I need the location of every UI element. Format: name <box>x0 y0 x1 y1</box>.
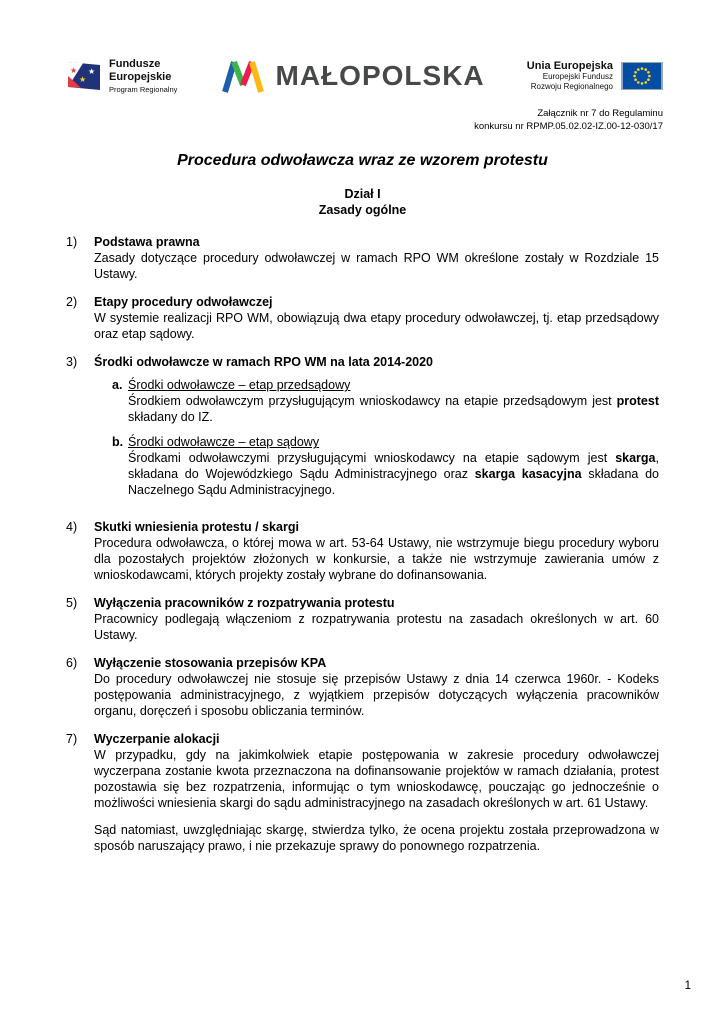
item-heading: Podstawa prawna <box>94 235 200 250</box>
text-segment: składana do Naczelnego Sądu Administracyjnego. <box>128 467 660 498</box>
list-item-7 <box>66 731 659 854</box>
item-number: 1) <box>66 235 78 250</box>
item-number: 4) <box>66 520 78 535</box>
item-number: 3) <box>66 355 78 370</box>
text-segment: Środkami odwoławczymi przysługującymi wnioskodawcy na etapie sądowym jest <box>128 451 616 466</box>
malopolska-m-icon <box>220 58 266 94</box>
text-segment: składany do IZ. <box>128 410 213 425</box>
item-heading: Etapy procedury odwoławczej <box>94 295 273 310</box>
svg-text:★: ★ <box>79 75 87 85</box>
item-paragraph: W systemie realizacji RPO WM, obowiązują dwa etapy procedury odwoławczej, tj. etap przedsądowy oraz etap sądowy. <box>94 311 659 342</box>
header <box>0 0 725 94</box>
fundusze-line3: Program Regionalny <box>109 85 178 95</box>
sub-item-letter: a. <box>112 378 123 393</box>
item-content <box>94 234 659 282</box>
item-number: 2) <box>66 295 78 310</box>
fundusze-line2: Europejskie <box>109 70 172 83</box>
item-number: 5) <box>66 596 78 611</box>
text-segment: Środkiem odwoławczym przysługującym wnioskodawcy na etapie przedsądowym jest <box>128 394 617 409</box>
sub-item-b <box>112 434 659 498</box>
list-item-5 <box>66 595 659 643</box>
eu-line1: Unia Europejska <box>526 60 613 73</box>
svg-text:★: ★ <box>88 67 96 77</box>
item-content <box>94 519 659 583</box>
item-paragraph: Zasady dotyczące procedury odwoławczej w ramach RPO WM określone zostały w Rozdziale 15 Ustawy. <box>94 251 659 282</box>
fundusze-europejskie-logo <box>66 58 177 94</box>
list-item-2 <box>66 294 659 342</box>
malopolska-logo <box>220 58 485 94</box>
item-content <box>94 655 659 719</box>
item-paragraph <box>128 393 659 425</box>
item-paragraph: Sąd natomiast, uwzględniając skargę, stwierdza tylko, że ocena projektu została przeprowadzona w sposób naruszający prawo, i nie przekazuje sprawy do ponownego rozpatrzenia. <box>94 823 659 854</box>
item-heading: Wyłączenia pracowników z rozpatrywania protestu <box>94 596 395 611</box>
item-heading: Wyłączenie stosowania przepisów KPA <box>94 656 327 671</box>
item-heading: Wyczerpanie alokacji <box>94 732 220 747</box>
item-paragraph: Do procedury odwoławczej nie stosuje się przepisów Ustawy z dnia 14 czerwca 1960r. - Kodeks postępowania administracyjnego, z wyjątkiem przepisów dotyczących wyłączenia pracowników organu, doręczeń i sposobu obliczania terminów. <box>94 672 659 719</box>
item-paragraph: Procedura odwoławcza, o której mowa w art. 53-64 Ustawy, nie wstrzymuje biegu procedury wyboru dla pozostałych projektów złożonych w konkursie, a także nie wstrzymuje zawierania umów z wnioskodawcami, których projekty zostały wybrane do dofinansowania. <box>94 536 659 583</box>
attachment-line1: Załącznik nr 7 do Regulaminu <box>537 108 663 120</box>
sub-item-title: Środki odwoławcze – etap przedsądowy <box>128 378 351 393</box>
item-content <box>94 354 659 507</box>
svg-text:★: ★ <box>70 66 78 76</box>
item-content <box>94 595 659 643</box>
text-segment-bold: skarga <box>615 451 656 466</box>
fundusze-line1: Fundusze <box>109 58 161 70</box>
document-title: Procedura odwoławcza wraz ze wzorem protestu <box>177 151 548 169</box>
item-paragraph <box>128 450 659 498</box>
eu-logo <box>527 60 663 92</box>
item-paragraph: Pracownicy podlegają włączeniom z rozpatrywania protestu na zasadach określonych w art. 60 Ustawy. <box>94 612 659 643</box>
list-item-4 <box>66 519 659 583</box>
item-content <box>94 294 659 342</box>
section-heading-line1: Dział I <box>344 186 381 201</box>
sub-item-letter: b. <box>112 435 124 450</box>
sub-item-a <box>112 377 659 425</box>
list-item-6 <box>66 655 659 719</box>
eu-line2: Europejski Fundusz <box>542 72 613 82</box>
item-heading: Skutki wniesienia protestu / skargi <box>94 520 299 535</box>
item-paragraph: W przypadku, gdy na jakimkolwiek etapie postępowania w zakresie procedury odwoławczej wyczerpana zostanie kwota przeznaczona na dofinansowanie projektów w ramach działania, protest pozostawia się bez rozpatrzenia, informując o tym wnioskodawcę, pouczając go jednocześnie o możliwości wniesienia skargi do sądu administracyjnego na zasadach określonych w art. 61 Ustawy. <box>94 748 659 811</box>
text-segment-bold: protest <box>616 394 659 409</box>
section-heading-line2: Zasady ogólne <box>318 203 407 218</box>
item-heading: Środki odwoławcze w ramach RPO WM na lata 2014-2020 <box>94 355 434 370</box>
list-item-3 <box>66 354 659 507</box>
sub-item-content <box>128 377 659 425</box>
text-segment-bold: skarga kasacyjna <box>474 467 582 482</box>
text-segment: , składana do Wojewódzkiego Sądu Administracyjnego oraz <box>128 451 659 482</box>
sub-item-title: Środki odwoławcze – etap sądowy <box>128 435 320 450</box>
list-item-1 <box>66 234 659 282</box>
malopolska-wordmark: MAŁOPOLSKA <box>275 60 485 92</box>
eu-flag-icon <box>621 62 663 90</box>
eu-logo-text <box>527 60 613 92</box>
page-number: 1 <box>684 980 691 992</box>
fundusze-logo-text <box>109 58 177 94</box>
sub-item-content <box>128 434 659 498</box>
section-heading <box>0 186 725 219</box>
attachment-note <box>0 108 725 134</box>
item-content <box>94 731 659 854</box>
fundusze-flag-icon <box>66 58 102 94</box>
attachment-line2: konkursu nr RPMP.05.02.02-IZ.00-12-030/17 <box>474 121 663 133</box>
numbered-list <box>0 218 725 854</box>
item-number: 6) <box>66 656 78 671</box>
eu-line3: Rozwoju Regionalnego <box>530 82 613 92</box>
item-number: 7) <box>66 732 78 747</box>
